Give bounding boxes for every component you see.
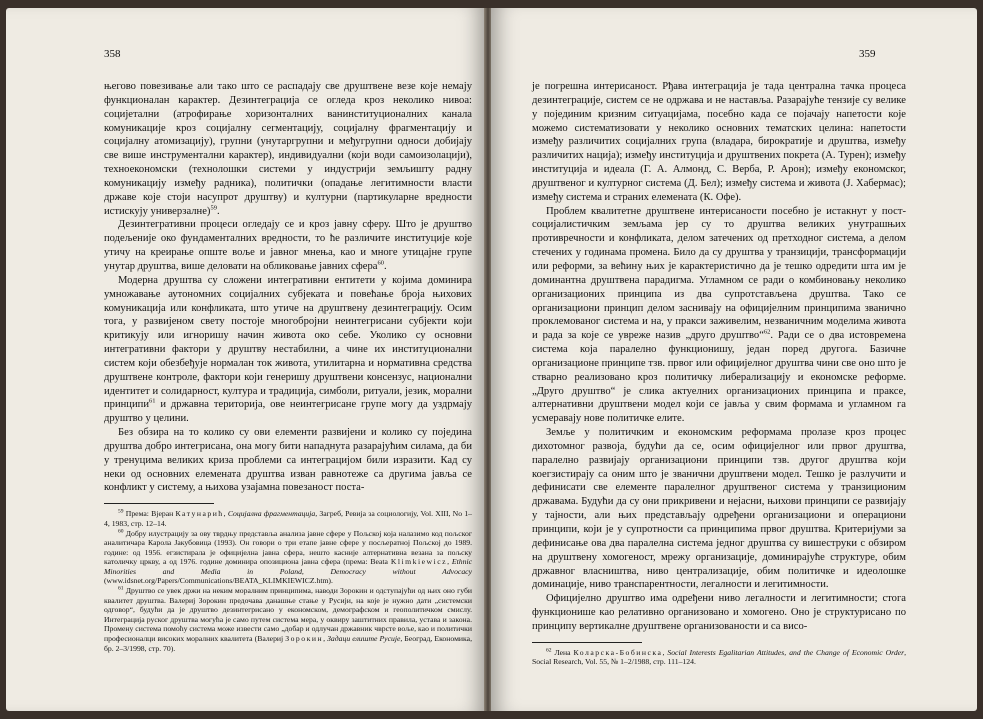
footnote-ref: 62 xyxy=(763,328,771,336)
footnote: $^{62}$ Лена Коларска-Бобинска, Social Interests Egalitarian Attitudes, and the Change of Economic Order, Social Research, Vol. 55, № 1–2/1988, стр. 111–124. xyxy=(532,647,907,667)
footnote-ref: 59 xyxy=(210,204,217,212)
paragraph: Земље у политичким и економским реформама пролазе кроз процес дихотомног развоја, будући да се, осим официјелног или првог друштва, паралелно развијају организациони принципи тзв. другог друштва који коегзистирају са оним што је званични друштвени модел. Тешко је разлучити и дефинисати све елементе паралелног друштвеног система у транзиционим државама. Будући да су они прикривени и нејасни, њихови принципи се развијају у тајности, али њих представљају одређени организациони и операциони принципи, који је у супротности са принципима првог друштва. Критеријуми за дефинисање ова два паралелна система једног друштва су вишеструки с обзиром на друштвену хомогеност, мрежу организације, доминирајуће структуре, обим државног власништва, ниво централизације, обим политичке и идеолошке доминације, ниво транспарентности, легалности и легитимности. xyxy=(532,427,906,591)
paragraph: Проблем квалитетне друштвене интерисаности посебно је истакнут у пост-социјалистичким земљама јер су то друштва великих унутрашњих противречности и конфликата, делом затечених од претходног система, а делом стечених у годинама промена. Било да су друштва у транзицији, трансформацији или реформи, за већину њих је карактеристично да је тешко одредити шта им је доминантна друштвена парадигма. Угламном се ради о комбиновању неколико организационих принципа из два супротстављена друштва. Тако се организациони принцип делом заснивају на официјелним принципима званично проклемованог система и на, у пракси заживелим, незваничним моделима живота и рада за које се увреже назив „друго друштво“$^{62}$. Ради се о два истовремена система која паралелно функционишу, један поред другога. Базичне организационе принципе тзв. првог или официјелног друштва чини све оно што је стварно реализовано кроз политичку либерализацију и економске реформе. „Друго друштво“ је слика актуелних организационих принципа и праксе, алтернативни друштвени модел који се јавља у свим формама и угламном га усмеравају нове политичке елите. xyxy=(532,205,907,425)
paragraph: његово повезивање али тако што се распадају све друштвене везе које немају функционалан карактер. Дезинтеграција се огледа кроз неколико нивоа: социјетални (атрофирање хоризонталних ванинституционалних канала комуникације кроз социјалну сегментацију, социјалну фрагментацију и социјалну атомизацију), групни (унутаргрупни и међугрупни односи добијају све више инструментални карактер), индивидуални (који води самоизолацији), техноекономски (технолошки системи у индустрији земљишту радну комуникацију између радника), политички (опадање легитимности власти државе које стоји насупрот друштву) и културни (партикуларне вредности истискују универзалне)$^{59}$. xyxy=(104,81,472,217)
paragraph: је погрешна интерисаност. Рђава интеграција је тада централна тачка процеса дезинтеграције, систем се не одржава и не наставља. Разарајуће тензије су велике у појединим кризним ситуацијама, посебно када се појачају напетости које можемо систематизовати у неколико основних тематских целина: напетости између различитих социјалних група (владара, бирократије и друштва, између различитих нација); између институција и друштвених покрета (А. Турен); између институција и идеала (Г. А. Алмонд, С. Верба, Р. Арон); између економског, друштвеног и културног система (Д. Бел); између система и живота (Ј. Хабермас); између система и страних елемената (К. Офе). xyxy=(532,81,906,203)
paragraph: Официјелно друштво има одређени ниво легалности и легитимности; стога функционише као релативно организовано и хомогено. Оно је структурисано по принципу вертикалне друштвене организованости и са висо- xyxy=(532,593,906,632)
right-page xyxy=(491,8,977,711)
page-number: 358 xyxy=(104,48,121,60)
footnote-divider xyxy=(104,503,214,504)
text-column xyxy=(532,80,906,667)
paragraph: Без обзира на то колико су ови елементи развијени и колико су поједина друштва добро интегрисана, она могу бити нападнута разарајућим силама, да би у тренуцима великих криза проблеми са интеграцијом били изразити. Кад су неки од основних елемената друштва изван равнотеже са другима јавља се конфликт у систему, а њихова узајамна повезаност поста- xyxy=(104,427,472,494)
footnote: $^{60}$ Добру илустрацију за ову тврдњу представља анализа јавне сфере у Пољској која налазимо код пољског аналитичара Карола Јакубовица (1993). Он говори о три етапе јавне сфере у посљератној Пољској до 1989. године: од 1956. егзистирала је официјелна јавна сфера, нешто касније алтернативна везана за пољску католичку цркву, а од 1976. године доминира опозициона јавна сфера (према: Beata Klimkiewicz, Ethnic Minorities and Media in Poland, Democracy without Advocacy (www.idsnet.org/Papers/Communications/BEATA_KLIMKIEWICZ.htm). xyxy=(104,527,472,586)
paragraph: Дезинтегративни процеси огледају се и кроз јавну сферу. Што је друштво подељеније око фундаменталних вредности, то ће различите институције које утичу на креирање опште воље и јавног мнења, као и многе утицајне групе унутар друштва, више деловати на обликовање јавних сфера$^{60}$. xyxy=(104,219,472,272)
footnote: $^{59}$ Према: Вјеран Катунарић, Социјална фрагментација, Загреб, Ревија за социологију, Vol. XIII, No 1–4, 1983, стр. 12–14. xyxy=(104,508,473,528)
footnote: $^{61}$ Друштво се увек држи на неким моралним принципима, наводи Зорокин и одступајући од њих оно губи квалитет друштва. Валериј Зорокин предочава данашње стање у Русији, на које је нужно дати „системски одговор“, будући да је друштво дезинтегрисано у економском, демографском и геополитичком смислу. Интеграција руског друштва могућа је само путем система мера, у оквиру заштитних правила, устава и закона. Промену система помоћу система може извести само „добар и одлучан државник чврсте воље, као и политички професионалци високих моралних квалитета (Валериј Зорокин, Задаци елиште Русије, Београд, Економика, бр. 2–3/1998, стр. 70). xyxy=(104,585,473,653)
footnote-ref: 61 xyxy=(148,397,156,405)
footnote-ref: 60 xyxy=(377,259,384,267)
text-column xyxy=(104,80,472,653)
left-page xyxy=(6,8,485,711)
page-number: 359 xyxy=(859,48,876,60)
paragraph: Модерна друштва су сложени интегративни ентитети у којима доминира умножавање аутономних социјалних субјеката и повећање броја њихових комуникација или конфликата, што утиче на друштвену дезинтеграцију. Осим тога, у развијеном свету постоје многобројни неинтегрисани субјекти који критикују или игноришу начин живота око себе. Уколико су основни интегративни фактори у друштву нестабилни, а чине их институционални систем који обезбеђује нормалан ток живота, утилитарна и нормативна средства друштвене контроле, фактори који генеришу друштвени консензус, национални идентитет и солидарност, култура и традиција, симболи, ритуали, језик, морални принципи$^{61}$ и државна територија, ове неинтегрисане групе могу да уздрмају друштво у целини. xyxy=(104,274,472,425)
footnote-divider xyxy=(532,642,642,643)
